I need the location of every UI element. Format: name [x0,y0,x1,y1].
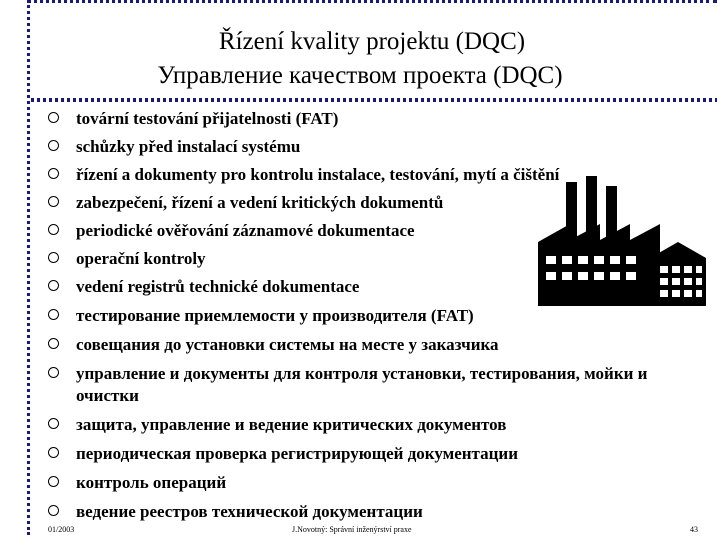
bullet-icon [48,112,59,123]
bullet-icon [48,476,59,487]
list-item-text: совещания до установки системы на месте у заказчика [76,335,499,354]
list-item-text: schůzky před instalací systému [76,137,301,156]
list-item-text: ведение реестров технической документации [76,502,423,521]
bullet-icon [48,224,59,235]
bullet-icon [48,505,59,516]
list-item-text: периодическая проверка регистрирующей документации [76,444,518,463]
footer-page-number: 43 [690,525,698,534]
title-divider [31,98,717,102]
list-item-text: защита, управление и ведение критических документов [76,415,507,434]
bullet-icon [48,280,59,291]
list-item-text: operační kontroly [76,249,206,268]
bullet-icon [48,168,59,179]
list-item-text: тестирование приемлемости у производителя (FAT) [76,306,474,325]
footer-author: J.Novotný: Správní inženýrství praxe [292,525,412,534]
bullet-icon [48,309,59,320]
list-item-text: řízení a dokumenty pro kontrolu instalace, testování, mytí a čištění [76,165,560,184]
footer-date: 01/2003 [48,525,75,534]
list-item-text: periodické ověřování záznamové dokumentace [76,221,415,240]
list-item-text: управление и документы для контроля установки, тестирования, мойки и очистки [76,364,648,405]
bullet-icon [48,140,59,151]
bullet-icon [48,196,59,207]
list-item-text: zabezpečení, řízení a vedení kritických dokumentů [76,193,444,212]
list-item-text: контроль операций [76,473,227,492]
title-russian: Управление качеством проекта (DQC) [157,62,563,89]
bullet-icon [48,447,59,458]
list-item-text: tovární testování přijatelnosti (FAT) [76,109,339,128]
slide-border-top [27,0,717,3]
title-czech: Řízení kvality projektu (DQC) [218,28,526,55]
factory-icon [538,176,708,310]
list-item-text: vedení registrů technické dokumentace [76,277,360,296]
bullet-icon [48,367,59,378]
bullet-icon [48,338,59,349]
bullet-icon [48,252,59,263]
bullet-icon [48,418,59,429]
